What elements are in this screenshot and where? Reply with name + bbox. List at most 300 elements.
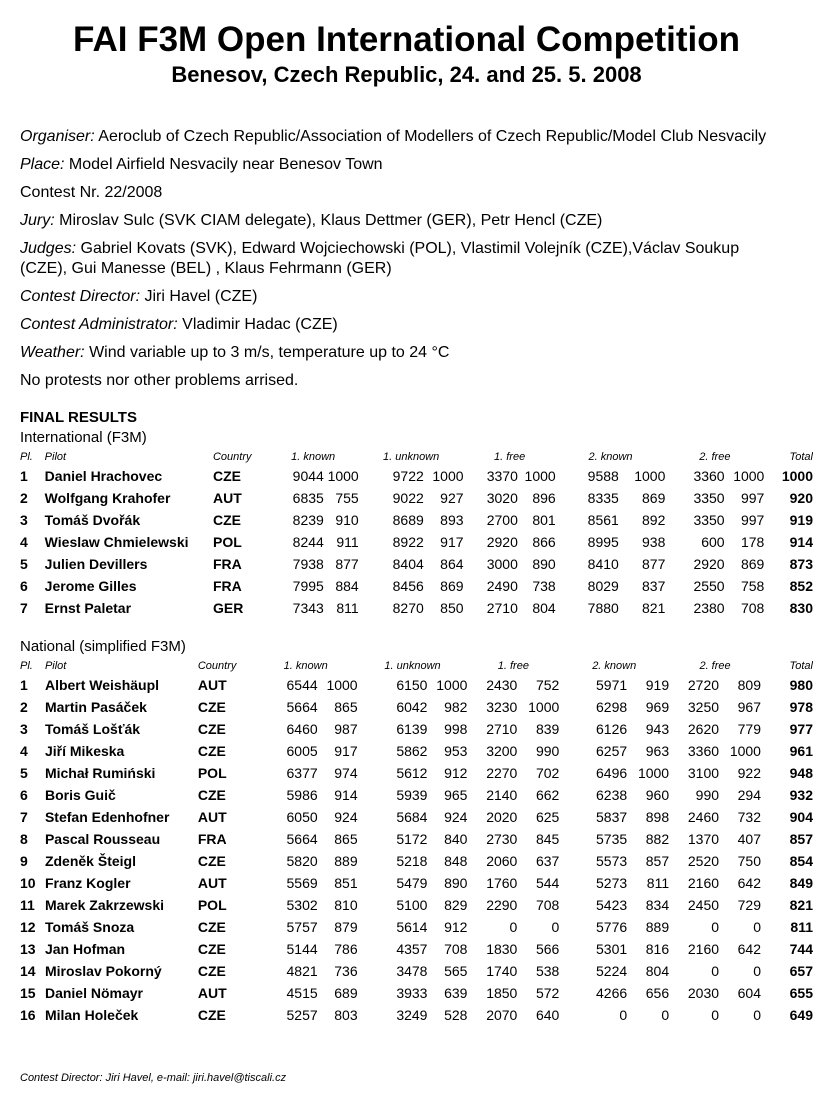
score-cell: 6835 <box>292 490 324 506</box>
total-cell: 649 <box>789 1007 813 1023</box>
score-cell: 990 <box>695 787 720 803</box>
total-cell: 920 <box>789 490 813 506</box>
total-cell: 821 <box>789 897 813 913</box>
col-round2: 1. unknown <box>384 659 441 672</box>
pilot-cell: Michał Rumiński <box>44 765 156 781</box>
score-cell: 2700 <box>486 512 518 528</box>
international-results-table <box>20 448 813 619</box>
score-cell: 960 <box>645 787 670 803</box>
pilot-cell: Tomáš Dvořák <box>44 512 141 528</box>
score-cell: 910 <box>335 512 359 528</box>
score-cell: 732 <box>737 809 761 825</box>
score-cell: 1000 <box>327 468 359 484</box>
col-round3: 1. free <box>494 450 526 463</box>
score-cell: 8561 <box>587 512 619 528</box>
score-cell: 2030 <box>687 985 720 1001</box>
col-round2: 1. unknown <box>382 450 440 463</box>
table-row <box>20 872 813 894</box>
score-cell: 702 <box>535 765 560 781</box>
country-cell: CZE <box>197 787 226 803</box>
judges-line <box>20 239 790 279</box>
score-cell: 5986 <box>286 787 318 803</box>
weather-line <box>20 343 800 363</box>
score-cell: 6238 <box>596 787 628 803</box>
score-cell: 865 <box>334 831 358 847</box>
score-cell: 750 <box>737 853 761 869</box>
score-cell: 639 <box>444 985 468 1001</box>
total-cell: 914 <box>789 534 813 550</box>
score-cell: 3250 <box>687 699 720 715</box>
score-cell: 5684 <box>396 809 428 825</box>
score-cell: 889 <box>645 919 670 935</box>
score-cell: 5224 <box>596 963 628 979</box>
final-results-heading: FINAL RESULTS <box>20 409 137 426</box>
score-cell: 869 <box>740 556 765 572</box>
score-cell: 2460 <box>687 809 720 825</box>
total-cell: 961 <box>789 743 813 759</box>
total-cell: 904 <box>789 809 813 825</box>
score-cell: 1000 <box>733 468 765 484</box>
score-cell: 5423 <box>596 897 628 913</box>
pilot-cell: Franz Kogler <box>44 875 131 891</box>
country-cell: CZE <box>212 512 241 528</box>
score-cell: 544 <box>535 875 560 891</box>
score-cell: 879 <box>334 919 358 935</box>
score-cell: 3350 <box>693 512 725 528</box>
score-cell: 990 <box>535 743 560 759</box>
place-cell: 7 <box>20 809 28 825</box>
score-cell: 850 <box>440 600 464 616</box>
score-cell: 2730 <box>486 831 518 847</box>
country-cell: CZE <box>197 699 226 715</box>
table-row <box>20 894 813 916</box>
table-row <box>20 553 813 575</box>
score-cell: 2160 <box>687 875 720 891</box>
place-cell: 15 <box>20 985 36 1001</box>
col-round4: 2. known <box>588 450 633 463</box>
administrator-value: Vladimir Hadac (CZE) <box>182 316 338 333</box>
country-cell: AUT <box>212 490 242 506</box>
col-pl: Pl. <box>20 659 33 672</box>
country-cell: CZE <box>197 941 226 957</box>
score-cell: 869 <box>440 578 464 594</box>
country-cell: CZE <box>197 721 226 737</box>
pilot-cell: Boris Guič <box>44 787 116 803</box>
score-cell: 927 <box>440 490 464 506</box>
table-row <box>20 916 813 938</box>
pilot-cell: Ernst Paletar <box>44 600 132 616</box>
total-cell: 1000 <box>781 468 813 484</box>
protests-line: No protests nor other problems arrised. <box>20 372 299 389</box>
score-cell: 656 <box>645 985 670 1001</box>
pilot-cell: Miroslav Pokorný <box>44 963 162 979</box>
place-cell: 12 <box>20 919 36 935</box>
score-cell: 4357 <box>396 941 428 957</box>
pilot-cell: Jerome Gilles <box>44 578 137 594</box>
total-cell: 655 <box>789 985 813 1001</box>
weather-value: Wind variable up to 3 m/s, temperature up to 24 °C <box>89 344 450 361</box>
score-cell: 5971 <box>596 677 628 693</box>
score-cell: 779 <box>737 721 761 737</box>
place-value: Model Airfield Nesvacily near Benesov Town <box>68 156 383 173</box>
score-cell: 5862 <box>396 743 428 759</box>
score-cell: 5273 <box>596 875 628 891</box>
score-cell: 6257 <box>596 743 628 759</box>
score-cell: 1000 <box>524 468 556 484</box>
country-cell: CZE <box>197 963 226 979</box>
score-cell: 294 <box>737 787 761 803</box>
score-cell: 2070 <box>486 1007 518 1023</box>
score-cell: 2430 <box>486 677 518 693</box>
score-cell: 7343 <box>292 600 324 616</box>
judges-label: Judges: <box>20 240 77 257</box>
score-cell: 914 <box>334 787 358 803</box>
score-cell: 2920 <box>486 534 518 550</box>
pilot-cell: Martin Pasáček <box>44 699 147 715</box>
score-cell: 6377 <box>286 765 318 781</box>
place-line <box>20 155 800 175</box>
score-cell: 1000 <box>436 677 468 693</box>
score-cell: 752 <box>535 677 560 693</box>
score-cell: 5664 <box>286 831 318 847</box>
score-cell: 1000 <box>432 468 464 484</box>
place-cell: 13 <box>20 941 36 957</box>
place-cell: 3 <box>20 512 28 528</box>
pilot-cell: Albert Weishäupl <box>44 677 160 693</box>
score-cell: 5614 <box>396 919 428 935</box>
score-cell: 917 <box>440 534 464 550</box>
score-cell: 839 <box>535 721 560 737</box>
pilot-cell: Julien Devillers <box>44 556 148 572</box>
pilot-cell: Daniel Hrachovec <box>44 468 163 484</box>
total-cell: 857 <box>789 831 813 847</box>
score-cell: 969 <box>645 699 670 715</box>
table-row <box>20 762 813 784</box>
score-cell: 6298 <box>596 699 628 715</box>
score-cell: 1740 <box>486 963 518 979</box>
score-cell: 1000 <box>528 699 560 715</box>
score-cell: 5664 <box>286 699 318 715</box>
score-cell: 5100 <box>396 897 428 913</box>
total-cell: 744 <box>789 941 813 957</box>
score-cell: 2620 <box>687 721 720 737</box>
place-cell: 2 <box>20 490 28 506</box>
score-cell: 8270 <box>392 600 424 616</box>
score-cell: 0 <box>753 1007 761 1023</box>
place-cell: 1 <box>20 677 28 693</box>
score-cell: 924 <box>444 809 468 825</box>
col-total: Total <box>789 659 813 672</box>
score-cell: 572 <box>535 985 560 1001</box>
score-cell: 896 <box>532 490 556 506</box>
place-cell: 5 <box>20 765 28 781</box>
score-cell: 5479 <box>396 875 428 891</box>
col-round1: 1. known <box>291 450 336 463</box>
table-row <box>20 465 813 487</box>
pilot-cell: Tomáš Lošťák <box>44 721 141 737</box>
score-cell: 938 <box>642 534 666 550</box>
score-cell: 8244 <box>292 534 324 550</box>
score-cell: 3360 <box>687 743 720 759</box>
total-cell: 852 <box>789 578 813 594</box>
score-cell: 786 <box>334 941 358 957</box>
score-cell: 5612 <box>396 765 428 781</box>
score-cell: 6050 <box>286 809 318 825</box>
col-pilot: Pilot <box>44 659 67 672</box>
score-cell: 845 <box>535 831 560 847</box>
country-cell: CZE <box>197 743 226 759</box>
score-cell: 528 <box>444 1007 468 1023</box>
score-cell: 811 <box>646 875 670 891</box>
score-cell: 1850 <box>486 985 518 1001</box>
col-country: Country <box>197 659 237 672</box>
total-cell: 978 <box>789 699 813 715</box>
page-subtitle: Benesov, Czech Republic, 24. and 25. 5. 2008 <box>171 62 642 87</box>
score-cell: 2290 <box>486 897 518 913</box>
score-cell: 758 <box>740 578 765 594</box>
col-round5: 2. free <box>699 659 731 672</box>
place-label: Place: <box>20 156 65 173</box>
score-cell: 738 <box>532 578 556 594</box>
score-cell: 997 <box>740 490 765 506</box>
score-cell: 1000 <box>729 743 761 759</box>
score-cell: 755 <box>335 490 359 506</box>
score-cell: 811 <box>336 600 359 616</box>
score-cell: 877 <box>335 556 359 572</box>
score-cell: 5569 <box>286 875 318 891</box>
score-cell: 8239 <box>292 512 324 528</box>
table-row <box>20 1004 813 1026</box>
score-cell: 810 <box>334 897 358 913</box>
score-cell: 9588 <box>587 468 619 484</box>
score-cell: 5757 <box>286 919 318 935</box>
score-cell: 982 <box>444 699 468 715</box>
page-title: FAI F3M Open International Competition <box>73 20 740 59</box>
score-cell: 662 <box>535 787 560 803</box>
table-row <box>20 575 813 597</box>
score-cell: 3370 <box>486 468 518 484</box>
organiser-line <box>20 127 800 147</box>
score-cell: 2270 <box>486 765 518 781</box>
table-row <box>20 784 813 806</box>
score-cell: 924 <box>334 809 358 825</box>
score-cell: 5302 <box>286 897 318 913</box>
table-row <box>20 696 813 718</box>
pilot-cell: Tomáš Snoza <box>44 919 135 935</box>
score-cell: 919 <box>645 677 670 693</box>
score-cell: 943 <box>645 721 670 737</box>
jury-label: Jury: <box>20 212 55 229</box>
country-cell: AUT <box>197 985 227 1001</box>
country-cell: CZE <box>197 853 226 869</box>
organiser-value: Aeroclub of Czech Republic/Association of Modellers of Czech Republic/Model Club Nesvacily <box>98 128 767 145</box>
col-pl: Pl. <box>20 450 33 463</box>
country-cell: AUT <box>197 875 227 891</box>
score-cell: 637 <box>535 853 560 869</box>
country-cell: CZE <box>212 468 241 484</box>
score-cell: 8456 <box>392 578 424 594</box>
score-cell: 804 <box>645 963 670 979</box>
table-row <box>20 509 813 531</box>
place-cell: 3 <box>20 721 28 737</box>
administrator-label: Contest Administrator: <box>20 316 178 333</box>
score-cell: 708 <box>535 897 560 913</box>
score-cell: 8404 <box>392 556 424 572</box>
score-cell: 1000 <box>637 765 670 781</box>
score-cell: 5257 <box>286 1007 318 1023</box>
score-cell: 963 <box>645 743 670 759</box>
place-cell: 8 <box>20 831 28 847</box>
country-cell: AUT <box>197 809 227 825</box>
table-row <box>20 850 813 872</box>
score-cell: 565 <box>444 963 468 979</box>
contest-number: Contest Nr. 22/2008 <box>20 184 163 201</box>
score-cell: 600 <box>701 534 725 550</box>
score-cell: 3000 <box>486 556 518 572</box>
score-cell: 0 <box>551 919 560 935</box>
score-cell: 2550 <box>693 578 725 594</box>
score-cell: 5172 <box>396 831 428 847</box>
pilot-cell: Jan Hofman <box>44 941 126 957</box>
score-cell: 9722 <box>392 468 424 484</box>
total-cell: 811 <box>790 919 813 935</box>
score-cell: 8029 <box>587 578 619 594</box>
score-cell: 3350 <box>693 490 725 506</box>
score-cell: 898 <box>645 809 670 825</box>
total-cell: 977 <box>789 721 813 737</box>
country-cell: POL <box>197 897 227 913</box>
pilot-cell: Wieslaw Chmielewski <box>44 534 189 550</box>
score-cell: 538 <box>535 963 560 979</box>
score-cell: 5939 <box>396 787 428 803</box>
score-cell: 407 <box>737 831 761 847</box>
score-cell: 8689 <box>392 512 424 528</box>
score-cell: 0 <box>753 919 761 935</box>
pilot-cell: Milan Holeček <box>44 1007 139 1023</box>
pilot-cell: Wolfgang Krahofer <box>44 490 171 506</box>
col-pilot: Pilot <box>44 450 67 463</box>
score-cell: 2450 <box>687 897 720 913</box>
score-cell: 604 <box>737 985 761 1001</box>
table-row <box>20 806 813 828</box>
score-cell: 5573 <box>596 853 628 869</box>
score-cell: 829 <box>444 897 468 913</box>
administrator-line <box>20 315 800 335</box>
score-cell: 912 <box>444 919 468 935</box>
score-cell: 889 <box>334 853 358 869</box>
score-cell: 2140 <box>486 787 518 803</box>
score-cell: 857 <box>645 853 670 869</box>
pilot-cell: Zdeněk Šteigl <box>44 853 136 869</box>
score-cell: 6460 <box>286 721 318 737</box>
score-cell: 865 <box>334 699 358 715</box>
score-cell: 708 <box>740 600 765 616</box>
score-cell: 2490 <box>486 578 518 594</box>
country-cell: FRA <box>197 831 227 847</box>
score-cell: 642 <box>737 941 761 957</box>
score-cell: 2710 <box>486 721 518 737</box>
weather-label: Weather: <box>20 344 85 361</box>
col-total: Total <box>789 450 813 463</box>
pilot-cell: Stefan Edenhofner <box>44 809 170 825</box>
score-cell: 803 <box>334 1007 358 1023</box>
score-cell: 1830 <box>486 941 518 957</box>
footer-contact: Contest Director: Jiri Havel, e-mail: jiri.havel@tiscali.cz <box>20 1072 287 1084</box>
score-cell: 8335 <box>587 490 619 506</box>
score-cell: 5301 <box>596 941 628 957</box>
country-cell: CZE <box>197 1007 226 1023</box>
score-cell: 3933 <box>396 985 428 1001</box>
score-cell: 6150 <box>396 677 428 693</box>
country-cell: FRA <box>212 578 242 594</box>
table-row <box>20 718 813 740</box>
table-row <box>20 740 813 762</box>
col-round5: 2. free <box>699 450 731 463</box>
score-cell: 6544 <box>286 677 318 693</box>
score-cell: 884 <box>335 578 359 594</box>
score-cell: 8995 <box>587 534 619 550</box>
score-cell: 2720 <box>687 677 720 693</box>
pilot-cell: Jiří Mikeska <box>44 743 125 759</box>
score-cell: 4821 <box>286 963 318 979</box>
score-cell: 890 <box>532 556 556 572</box>
score-cell: 804 <box>532 600 556 616</box>
score-cell: 893 <box>440 512 464 528</box>
country-cell: POL <box>197 765 227 781</box>
score-cell: 2020 <box>486 809 518 825</box>
total-cell: 932 <box>789 787 813 803</box>
score-cell: 1000 <box>634 468 666 484</box>
score-cell: 3360 <box>693 468 725 484</box>
pilot-cell: Daniel Nömayr <box>44 985 143 1001</box>
score-cell: 8410 <box>587 556 619 572</box>
score-cell: 7995 <box>292 578 324 594</box>
jury-line <box>20 211 800 231</box>
col-round1: 1. known <box>283 659 328 672</box>
score-cell: 892 <box>642 512 666 528</box>
score-cell: 8922 <box>392 534 424 550</box>
score-cell: 6139 <box>396 721 428 737</box>
table-row <box>20 938 813 960</box>
score-cell: 2920 <box>693 556 725 572</box>
organiser-label: Organiser: <box>20 128 95 145</box>
national-results-table <box>20 657 813 1026</box>
score-cell: 837 <box>642 578 666 594</box>
score-cell: 840 <box>444 831 468 847</box>
score-cell: 967 <box>737 699 761 715</box>
jury-value: Miroslav Sulc (SVK CIAM delegate), Klaus Dettmer (GER), Petr Hencl (CZE) <box>59 212 603 229</box>
place-cell: 16 <box>20 1007 36 1023</box>
country-cell: POL <box>212 534 242 550</box>
place-cell: 10 <box>20 875 36 891</box>
score-cell: 834 <box>645 897 670 913</box>
col-round3: 1. free <box>497 659 529 672</box>
judges-value: Gabriel Kovats (SVK), Edward Wojciechowski (POL), Vlastimil Volejník (CZE),Václav Soukup (CZE), Gui Manesse (BEL) , Klaus Fehrmann (GER) <box>20 240 740 277</box>
score-cell: 566 <box>535 941 560 957</box>
score-cell: 5735 <box>596 831 628 847</box>
score-cell: 987 <box>334 721 358 737</box>
place-cell: 5 <box>20 556 28 572</box>
country-cell: AUT <box>197 677 227 693</box>
director-value: Jiri Havel (CZE) <box>144 288 258 305</box>
score-cell: 4266 <box>596 985 628 1001</box>
score-cell: 0 <box>619 1007 628 1023</box>
place-cell: 6 <box>20 787 28 803</box>
place-cell: 2 <box>20 699 28 715</box>
place-cell: 9 <box>20 853 28 869</box>
score-cell: 851 <box>334 875 358 891</box>
score-cell: 0 <box>711 963 720 979</box>
